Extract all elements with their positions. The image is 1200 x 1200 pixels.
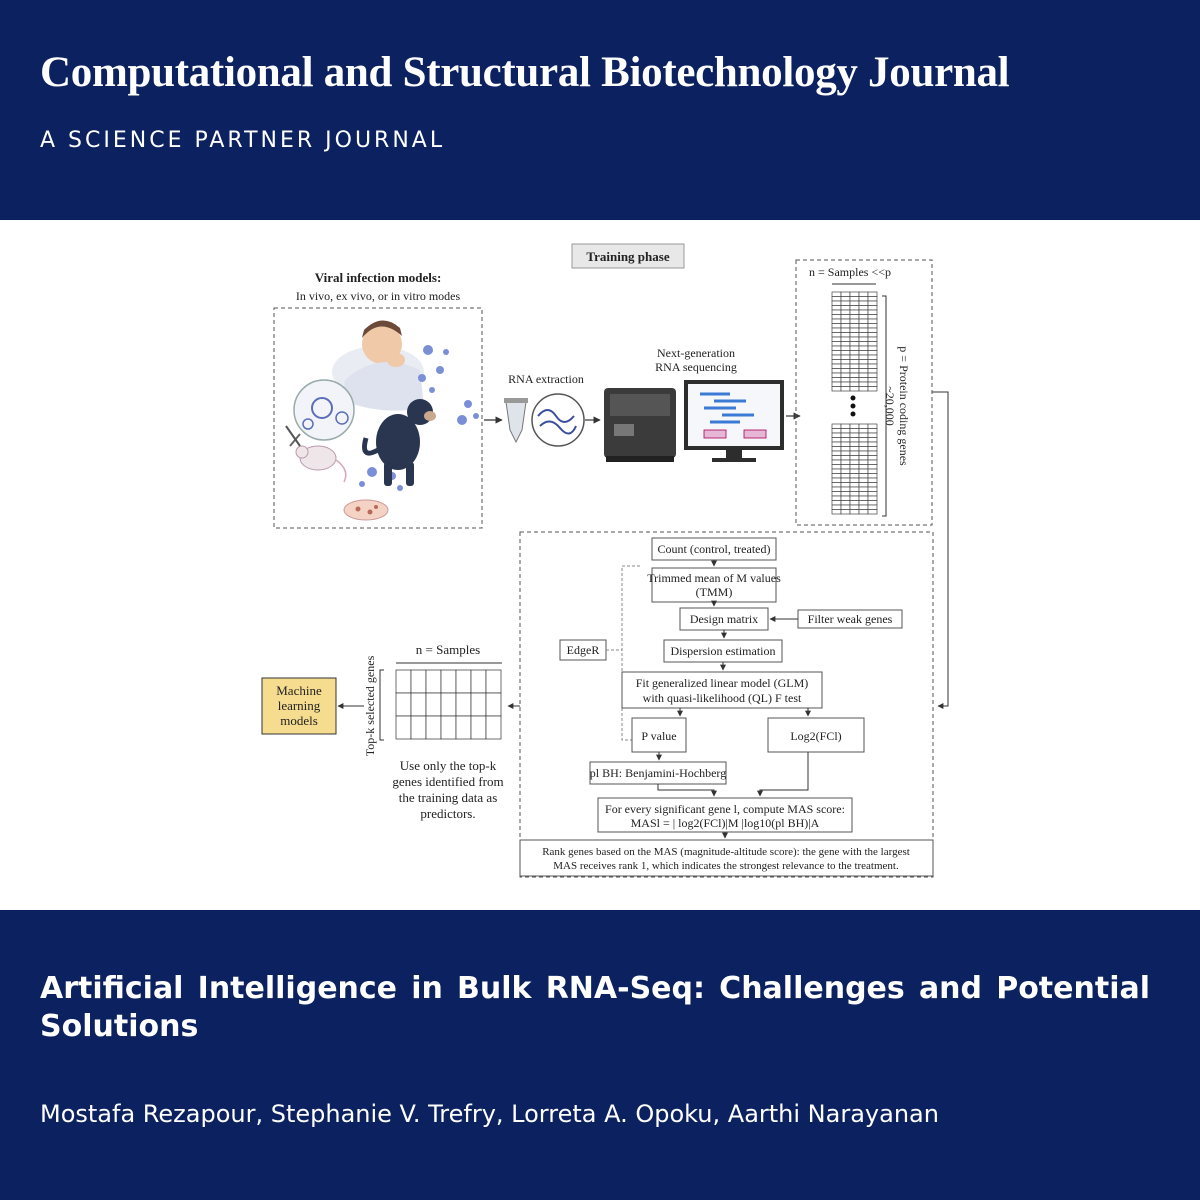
matrix-cell — [850, 360, 859, 365]
matrix-cell — [850, 382, 859, 387]
filter-weak-label: Filter weak genes — [807, 612, 893, 626]
article-title: Artificial Intelligence in Bulk RNA-Seq: Challenges and Potential Solutions — [40, 971, 1150, 1044]
matrix-cell — [850, 474, 859, 479]
matrix-cell — [859, 496, 868, 501]
matrix-cell — [850, 337, 859, 342]
matrix-cell — [832, 351, 841, 356]
matrix-cell — [850, 319, 859, 324]
workflow-diagram — [0, 220, 1200, 910]
matrix-cell — [859, 424, 868, 429]
figure-area — [0, 220, 1200, 910]
matrix-cell — [859, 460, 868, 465]
use-text-line2: genes identified from — [392, 774, 504, 789]
count-matrix-bottom-block — [832, 424, 877, 514]
matrix-cell — [832, 447, 841, 452]
matrix-cell — [868, 360, 877, 365]
matrix-cell — [841, 378, 850, 383]
matrix-cell — [841, 346, 850, 351]
rna-extraction-label: RNA extraction — [508, 372, 584, 386]
count-matrix-top-block — [832, 292, 877, 391]
matrix-cell — [841, 351, 850, 356]
matrix-cell — [832, 292, 841, 297]
matrix-cell — [859, 474, 868, 479]
matrix-cell — [850, 315, 859, 320]
matrix-cell — [859, 510, 868, 515]
matrix-cell — [841, 501, 850, 506]
matrix-cell — [859, 297, 868, 302]
matrix-cell — [832, 306, 841, 311]
matrix-cell — [859, 438, 868, 443]
glm-label-line1: Fit generalized linear model (GLM) — [635, 676, 809, 690]
matrix-cell — [850, 496, 859, 501]
matrix-cell — [850, 460, 859, 465]
matrix-cell — [841, 429, 850, 434]
matrix-cell — [850, 492, 859, 497]
matrix-top-label: n = Samples <<p — [809, 265, 891, 279]
matrix-cell — [841, 442, 850, 447]
topk-cell — [456, 670, 471, 693]
matrix-cell — [841, 474, 850, 479]
matrix-cell — [850, 451, 859, 456]
matrix-cell — [832, 315, 841, 320]
matrix-cell — [859, 429, 868, 434]
topk-cell — [396, 670, 411, 693]
matrix-cell — [868, 478, 877, 483]
matrix-cell — [868, 346, 877, 351]
viral-models-title: Viral infection models: — [314, 270, 442, 285]
matrix-cell — [859, 387, 868, 392]
design-matrix-label: Design matrix — [689, 612, 759, 626]
matrix-cell — [859, 292, 868, 297]
topk-cell — [441, 716, 456, 739]
viral-models-subtitle: In vivo, ex vivo, or in vitro modes — [295, 289, 461, 303]
matrix-cell — [841, 433, 850, 438]
matrix-cell — [868, 342, 877, 347]
matrix-cell — [868, 501, 877, 506]
matrix-cell — [832, 382, 841, 387]
matrix-cell — [859, 346, 868, 351]
phase-label: Training phase — [586, 249, 670, 264]
matrix-cell — [841, 469, 850, 474]
matrix-cell — [859, 337, 868, 342]
matrix-cell — [868, 324, 877, 329]
matrix-cell — [859, 369, 868, 374]
matrix-cell — [850, 505, 859, 510]
use-text-line1: Use only the top-k — [399, 758, 497, 773]
matrix-cell — [832, 483, 841, 488]
topk-cell — [411, 670, 426, 693]
matrix-cell — [868, 510, 877, 515]
matrix-cell — [841, 333, 850, 338]
matrix-cell — [841, 496, 850, 501]
matrix-cell — [841, 424, 850, 429]
matrix-cell — [832, 492, 841, 497]
matrix-cell — [859, 315, 868, 320]
matrix-cell — [832, 429, 841, 434]
matrix-cell — [850, 346, 859, 351]
matrix-cell — [859, 324, 868, 329]
matrix-cell — [868, 433, 877, 438]
arrow-bh-to-mas — [658, 784, 714, 796]
matrix-cell — [850, 333, 859, 338]
matrix-cell — [868, 319, 877, 324]
matrix-cell — [868, 456, 877, 461]
matrix-cell — [832, 324, 841, 329]
matrix-cell — [832, 378, 841, 383]
matrix-cell — [859, 465, 868, 470]
matrix-cell — [868, 487, 877, 492]
matrix-cell — [850, 442, 859, 447]
matrix-cell — [868, 387, 877, 392]
matrix-cell — [841, 310, 850, 315]
rna-magnifier-illustration — [532, 394, 584, 446]
matrix-cell — [841, 456, 850, 461]
matrix-cell — [859, 342, 868, 347]
matrix-cell — [850, 355, 859, 360]
matrix-cell — [841, 355, 850, 360]
matrix-cell — [832, 474, 841, 479]
matrix-cell — [841, 465, 850, 470]
topk-cell — [426, 693, 441, 716]
tmm-label-line2: (TMM) — [695, 585, 733, 599]
matrix-cell — [841, 315, 850, 320]
matrix-cell — [868, 438, 877, 443]
matrix-cell — [832, 369, 841, 374]
topk-cell — [396, 716, 411, 739]
dispersion-label: Dispersion estimation — [670, 644, 776, 658]
matrix-cell — [832, 319, 841, 324]
matrix-cell — [868, 483, 877, 488]
matrix-cell — [868, 382, 877, 387]
petri-dish-illustration — [344, 500, 388, 520]
matrix-cell — [868, 333, 877, 338]
matrix-cell — [859, 319, 868, 324]
matrix-cell — [868, 355, 877, 360]
use-text-line3: the training data as — [398, 790, 498, 805]
matrix-cell — [850, 478, 859, 483]
matrix-cell — [868, 492, 877, 497]
matrix-cell — [868, 505, 877, 510]
matrix-cell — [850, 424, 859, 429]
matrix-cell — [868, 469, 877, 474]
magnified-virus-illustration — [290, 380, 354, 446]
matrix-cell — [832, 342, 841, 347]
matrix-cell — [832, 510, 841, 515]
matrix-cell — [832, 460, 841, 465]
matrix-cell — [850, 487, 859, 492]
matrix-cell — [850, 433, 859, 438]
matrix-cell — [868, 442, 877, 447]
bh-label: pl BH: Benjamini-Hochberg — [589, 766, 727, 780]
matrix-cell — [841, 478, 850, 483]
edger-bracket — [606, 566, 640, 740]
matrix-cell — [868, 306, 877, 311]
matrix-cell — [832, 465, 841, 470]
matrix-cell — [832, 442, 841, 447]
matrix-cell — [868, 474, 877, 479]
matrix-cell — [832, 424, 841, 429]
matrix-cell — [841, 297, 850, 302]
matrix-cell — [868, 447, 877, 452]
topk-bracket — [380, 670, 384, 740]
matrix-cell — [832, 355, 841, 360]
topk-cell — [471, 716, 486, 739]
matrix-cell — [868, 451, 877, 456]
pvalue-label: P value — [641, 729, 677, 743]
matrix-cell — [868, 373, 877, 378]
matrix-cell — [850, 310, 859, 315]
matrix-cell — [832, 328, 841, 333]
count-label: Count (control, treated) — [657, 542, 771, 556]
matrix-cell — [832, 478, 841, 483]
topk-cell — [486, 693, 501, 716]
matrix-cell — [850, 456, 859, 461]
matrix-cell — [850, 501, 859, 506]
matrix-cell — [832, 360, 841, 365]
journal-subtitle: A SCIENCE PARTNER JOURNAL — [40, 128, 446, 153]
matrix-cell — [841, 319, 850, 324]
topk-cell — [471, 670, 486, 693]
matrix-cell — [832, 433, 841, 438]
article-footer — [0, 910, 1200, 1200]
matrix-cell — [850, 465, 859, 470]
computer-monitor-illustration — [684, 380, 784, 462]
matrix-cell — [841, 292, 850, 297]
matrix-cell — [868, 424, 877, 429]
matrix-cell — [841, 460, 850, 465]
matrix-cell — [868, 297, 877, 302]
topk-gene-grid — [396, 670, 501, 739]
matrix-cell — [850, 469, 859, 474]
matrix-cell — [832, 337, 841, 342]
mas-label-line1: For every significant gene l, compute MAS score: — [605, 802, 845, 816]
matrix-cell — [868, 496, 877, 501]
matrix-cell — [832, 451, 841, 456]
topk-cell — [441, 670, 456, 693]
matrix-cell — [850, 447, 859, 452]
matrix-cell — [832, 346, 841, 351]
matrix-cell — [850, 292, 859, 297]
matrix-cell — [841, 492, 850, 497]
matrix-cell — [850, 364, 859, 369]
matrix-cell — [859, 351, 868, 356]
topk-cell — [411, 693, 426, 716]
matrix-cell — [868, 429, 877, 434]
matrix-cell — [841, 342, 850, 347]
matrix-cell — [868, 310, 877, 315]
matrix-cell — [841, 447, 850, 452]
matrix-cell — [832, 364, 841, 369]
matrix-cell — [868, 351, 877, 356]
log2fc-label: Log2(FCl) — [790, 729, 842, 743]
matrix-cell — [868, 369, 877, 374]
glm-label-line2: with quasi-likelihood (QL) F test — [642, 691, 802, 705]
ngs-label-line1: Next-generation — [657, 346, 735, 360]
matrix-cell — [850, 369, 859, 374]
matrix-cell — [850, 429, 859, 434]
matrix-cell — [841, 483, 850, 488]
rna-tube-illustration — [504, 398, 528, 442]
matrix-cell — [859, 483, 868, 488]
matrix-cell — [850, 378, 859, 383]
use-text-line4: predictors. — [420, 806, 476, 821]
journal-header — [0, 0, 1200, 220]
article-authors: Mostafa Rezapour, Stephanie V. Trefry, Lorreta A. Opoku, Aarthi Narayanan — [40, 1100, 939, 1128]
topk-cell — [396, 693, 411, 716]
matrix-cell — [859, 373, 868, 378]
matrix-cell — [832, 373, 841, 378]
matrix-cell — [832, 469, 841, 474]
matrix-cell — [859, 364, 868, 369]
topk-cell — [456, 716, 471, 739]
topk-cell — [486, 670, 501, 693]
matrix-cell — [850, 351, 859, 356]
matrix-cell — [841, 301, 850, 306]
matrix-cell — [832, 496, 841, 501]
tmm-label-line1: Trimmed mean of M values — [647, 571, 781, 585]
matrix-cell — [859, 469, 868, 474]
matrix-cell — [841, 382, 850, 387]
arrow-matrix-to-pipeline — [932, 392, 948, 706]
topk-cell — [486, 716, 501, 739]
topk-cell — [471, 693, 486, 716]
matrix-cell — [859, 378, 868, 383]
topk-cell — [441, 693, 456, 716]
matrix-cell — [859, 306, 868, 311]
rank-label-line1: Rank genes based on the MAS (magnitude-altitude score): the gene with the largest — [542, 846, 910, 858]
matrix-cell — [859, 501, 868, 506]
matrix-cell — [850, 324, 859, 329]
matrix-cell — [859, 360, 868, 365]
matrix-side-label: p = Protein coding genes — [897, 346, 911, 466]
matrix-cell — [868, 337, 877, 342]
matrix-cell — [832, 301, 841, 306]
matrix-cell — [850, 306, 859, 311]
matrix-cell — [832, 387, 841, 392]
edger-label: EdgeR — [566, 643, 600, 657]
matrix-side-labels — [883, 346, 911, 466]
rank-label-line2: MAS receives rank 1, which indicates the strongest relevance to the treatment. — [553, 860, 899, 872]
matrix-cell — [850, 483, 859, 488]
matrix-cell — [841, 324, 850, 329]
matrix-ellipsis — [851, 396, 856, 417]
matrix-cell — [841, 505, 850, 510]
matrix-cell — [850, 342, 859, 347]
matrix-cell — [832, 505, 841, 510]
matrix-cell — [859, 333, 868, 338]
matrix-cell — [868, 315, 877, 320]
matrix-cell — [868, 328, 877, 333]
matrix-cell — [841, 369, 850, 374]
matrix-cell — [850, 438, 859, 443]
matrix-cell — [841, 387, 850, 392]
matrix-cell — [859, 451, 868, 456]
ml-label-line3: models — [280, 713, 318, 728]
matrix-cell — [832, 297, 841, 302]
matrix-cell — [832, 333, 841, 338]
matrix-cell — [868, 460, 877, 465]
matrix-cell — [832, 456, 841, 461]
matrix-cell — [859, 328, 868, 333]
ml-label-line2: learning — [277, 698, 321, 713]
matrix-cell — [859, 487, 868, 492]
matrix-cell — [868, 301, 877, 306]
samples-label: n = Samples — [415, 642, 481, 657]
topk-cell — [426, 716, 441, 739]
matrix-cell — [868, 465, 877, 470]
matrix-cell — [859, 492, 868, 497]
matrix-cell — [841, 306, 850, 311]
matrix-cell — [841, 438, 850, 443]
matrix-cell — [841, 360, 850, 365]
matrix-cell — [859, 433, 868, 438]
matrix-cell — [850, 510, 859, 515]
matrix-cell — [850, 373, 859, 378]
topk-cell — [456, 693, 471, 716]
matrix-cell — [859, 478, 868, 483]
matrix-cell — [841, 451, 850, 456]
matrix-side-count: ~20,000 — [883, 386, 897, 426]
matrix-cell — [859, 355, 868, 360]
matrix-cell — [850, 387, 859, 392]
topk-label: Top-k selected genes — [363, 655, 377, 757]
matrix-cell — [859, 447, 868, 452]
matrix-cell — [841, 487, 850, 492]
matrix-cell — [859, 301, 868, 306]
matrix-cell — [850, 297, 859, 302]
matrix-cell — [859, 310, 868, 315]
matrix-cell — [841, 510, 850, 515]
matrix-cell — [868, 378, 877, 383]
mas-label-line2: MASl = | log2(FCl)|M |log10(pl BH)|A — [630, 816, 820, 830]
ml-label-line1: Machine — [276, 683, 322, 698]
matrix-cell — [841, 337, 850, 342]
matrix-cell — [841, 328, 850, 333]
matrix-cell — [850, 328, 859, 333]
ngs-label-line2: RNA sequencing — [655, 360, 737, 374]
matrix-cell — [841, 373, 850, 378]
matrix-cell — [868, 292, 877, 297]
sequencer-illustration — [604, 388, 676, 462]
matrix-cell — [868, 364, 877, 369]
matrix-cell — [832, 487, 841, 492]
journal-title: Computational and Structural Biotechnology Journal — [40, 49, 1010, 96]
matrix-cell — [859, 442, 868, 447]
matrix-cell — [841, 364, 850, 369]
topk-cell — [411, 716, 426, 739]
matrix-cell — [859, 456, 868, 461]
matrix-cell — [859, 382, 868, 387]
matrix-cell — [832, 438, 841, 443]
arrow-log2fc-to-mas — [760, 752, 808, 796]
topk-cell — [426, 670, 441, 693]
matrix-cell — [859, 505, 868, 510]
matrix-cell — [832, 310, 841, 315]
matrix-cell — [850, 301, 859, 306]
matrix-cell — [832, 501, 841, 506]
